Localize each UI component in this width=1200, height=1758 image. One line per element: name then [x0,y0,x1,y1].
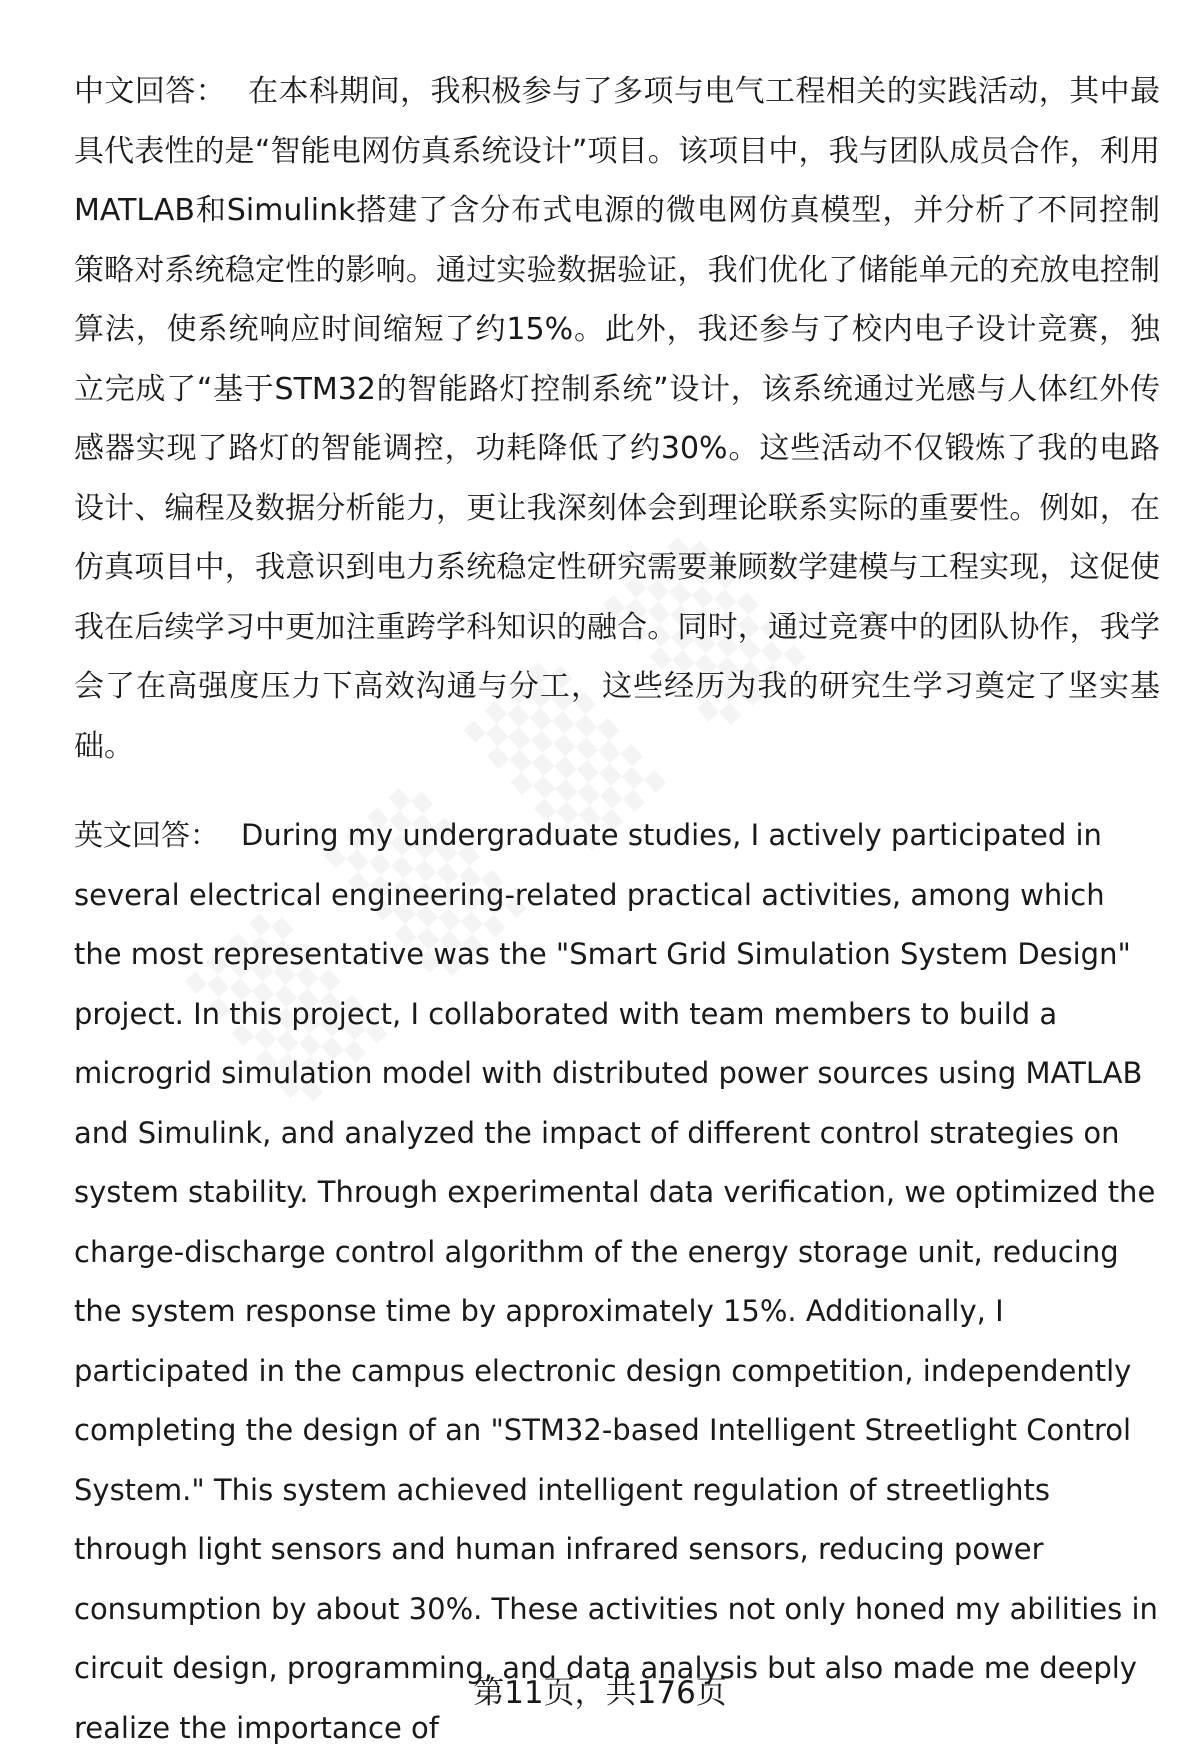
document-body [74,62,1160,1758]
chinese-answer-label: 中文回答： [74,74,227,109]
chinese-answer-paragraph [74,62,1160,776]
english-answer-paragraph [74,806,1160,1758]
chinese-answer-text: 在本科期间，我积极参与了多项与电气工程相关的实践活动，其中最具代表性的是“智能电网仿真系统设计”项目。该项目中，我与团队成员合作，利用MATLAB和Simulink搭建了含分布式电源的微电网仿真模型，并分析了不同控制策略对系统稳定性的影响。通过实验数据验证，我们优化了储能单元的充放电控制算法，使系统响应时间缩短了约15%。此外，我还参与了校内电子设计竞赛，独立完成了“基于STM32的智能路灯控制系统”设计，该系统通过光感与人体红外传感器实现了路灯的智能调控，功耗降低了约30%。这些活动不仅锻炼了我的电路设计、编程及数据分析能力，更让我深刻体会到理论联系实际的重要性。例如，在仿真项目中，我意识到电力系统稳定性研究需要兼顾数学建模与工程实现，这促使我在后续学习中更加注重跨学科知识的融合。同时，通过竞赛中的团队协作，我学会了在高强度压力下高效沟通与分工，这些经历为我的研究生学习奠定了坚实基础。 [74,74,1161,764]
english-answer-text: During my undergraduate studies, I actively participated in several electrical engineering-related practical activities, among which the most representative was the "Smart Grid Simulation System Design" project. In this project, I collaborated with team members to build a microgrid simulation model with distributed power sources using MATLAB and Simulink, and analyzed the impact of different control strategies on system stability. Through experimental data verification, we optimized the charge-discharge control algorithm of the energy storage unit, reducing the system response time by approximately 15%. Additionally, I participated in the campus electronic design competition, independently completing the design of an "STM32-based Intelligent Streetlight Control System." This system achieved intelligent regulation of streetlights through light sensors and human infrared sensors, reducing power consumption by about 30%. These activities not only honed my abilities in circuit design, programming, and data analysis but also made me deeply realize the importance of [74,818,1158,1745]
page-number-footer: 第11页，共176页 [473,1675,727,1711]
english-answer-label: 英文回答： [74,818,220,852]
